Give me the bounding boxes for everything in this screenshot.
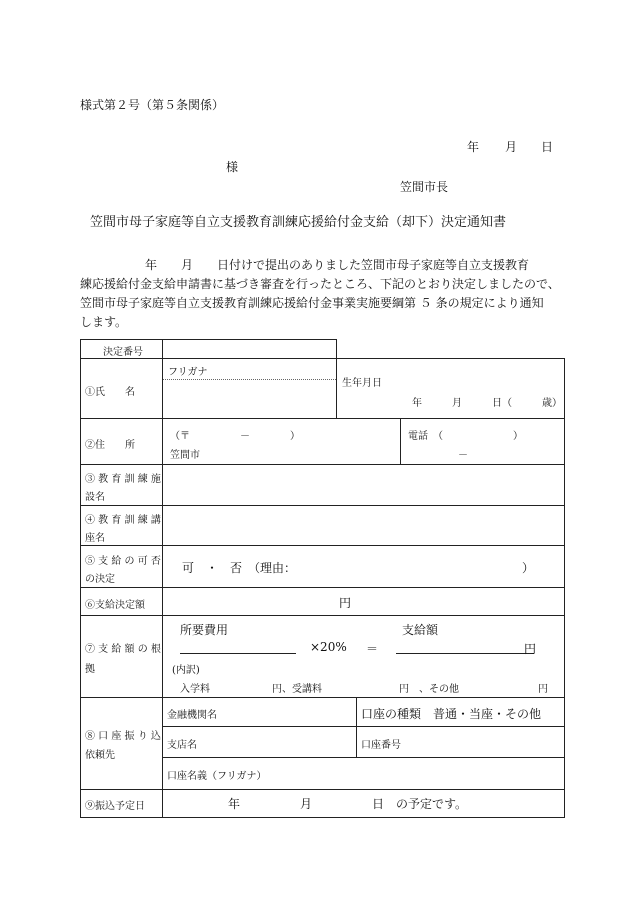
approval-value[interactable]: 可 ・ 否 （理由： [182, 561, 297, 575]
transfer-date-label: ⑨振込予定日 [85, 801, 145, 812]
intro-line-2: 練応援給付金支給申請書に基づき審査を行ったところ、下記のとおり決定しましたので、 [80, 277, 560, 291]
bank-name-label[interactable]: 金融機関名 [167, 710, 217, 721]
date-month: 月 [505, 140, 518, 154]
birth-fields[interactable]: 年 月 日（ 歳） [412, 398, 562, 409]
bank-label-1: ⑧ 口 座 振 り 込 [85, 731, 161, 742]
form-number: 様式第２号（第５条関係） [80, 98, 225, 112]
other-label: 円 、その他 [399, 684, 459, 695]
date-day: 日 [541, 140, 554, 154]
support-amount-yen: 円 [524, 642, 537, 656]
city-name: 笠間市 [170, 450, 200, 461]
name-label: ①氏 名 [85, 387, 135, 398]
address-label: ②住 所 [85, 440, 135, 451]
course-label-1: ④ 教 育 訓 練 講 [85, 515, 161, 526]
postal-code[interactable]: （〒 － ） [170, 431, 300, 442]
account-number-label[interactable]: 口座番号 [361, 740, 401, 751]
approval-label-2: の決定 [85, 574, 115, 585]
required-cost-field[interactable] [180, 653, 296, 654]
furigana-label: フリガナ [168, 367, 208, 378]
transfer-date-value[interactable]: 年 月 日 の予定です。 [228, 797, 468, 811]
birth-label: 生年月日 [342, 378, 382, 389]
sender: 笠間市長 [400, 180, 449, 194]
decision-number-label: 決定番号 [103, 347, 143, 358]
basis-label-1: ⑦ 支 給 額 の 根 [85, 644, 161, 655]
phone-dash: － [458, 450, 468, 461]
document-title: 笠間市母子家庭等自立支援教育訓練応援給付金支給（却下）決定通知書 [90, 215, 507, 230]
account-holder-label[interactable]: 口座名義（フリガナ） [167, 771, 267, 782]
intro-line-3: 笠間市母子家庭等自立支援教育訓練応援給付金事業実施要綱第 ５ 条の規定により通知 [80, 296, 544, 310]
equals-sign: ＝ [366, 642, 379, 656]
course-field[interactable] [163, 506, 564, 545]
account-type-label[interactable]: 口座の種類 普通・当座・その他 [361, 707, 542, 721]
date-year: 年 [467, 140, 480, 154]
approval-close: ） [522, 561, 535, 575]
facility-label-2: 設名 [85, 492, 105, 503]
support-amount-field[interactable] [396, 653, 534, 654]
amount-unit: 円 [339, 596, 352, 610]
amount-label: ⑥支給決定額 [85, 600, 145, 611]
entrance-fee-label: 入学料 [180, 684, 210, 695]
multiplier: ×20% [310, 640, 347, 654]
name-field[interactable] [163, 381, 335, 417]
tuition-label: 円、受講料 [272, 684, 322, 695]
addressee-suffix: 様 [226, 160, 239, 174]
required-cost-label: 所要費用 [180, 623, 229, 637]
approval-label-1: ⑤ 支 給 の 可 否 [85, 556, 161, 567]
support-amount-label: 支給額 [402, 623, 439, 637]
phone-label[interactable]: 電話 （ ） [408, 431, 523, 442]
course-label-2: 座名 [85, 533, 105, 544]
breakdown-label: (内訳) [172, 665, 200, 676]
facility-label-1: ③ 教 育 訓 練 施 [85, 474, 161, 485]
intro-line-4: します。 [80, 315, 128, 329]
facility-field[interactable] [163, 465, 564, 505]
bank-label-2: 依頼先 [85, 750, 115, 761]
intro-line-1: 年 月 日付けで提出のありました笠間市母子家庭等自立支援教育 [145, 258, 530, 272]
other-yen: 円 [538, 684, 548, 695]
branch-label[interactable]: 支店名 [167, 740, 197, 751]
basis-label-2: 拠 [85, 664, 95, 675]
